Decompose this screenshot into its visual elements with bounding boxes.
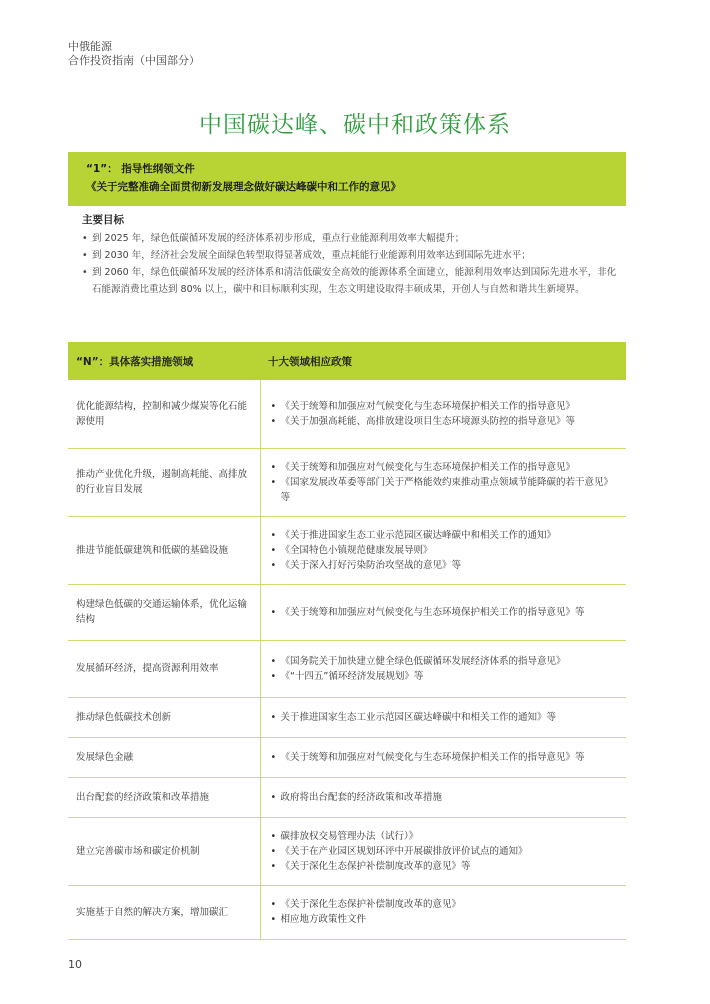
page-number: 10 (68, 958, 82, 971)
policy-item: • 《关于加强高耗能、高排放建设项目生态环境源头防控的指导意见》等 (269, 414, 619, 429)
policy-item: • 《关于深入打好污染防治攻坚战的意见》等 (269, 558, 619, 573)
table-row (68, 737, 626, 777)
policy-item: • 《全国特色小镇规范健康发展导则》 (269, 543, 619, 558)
policy-item: • 《关于统筹和加强应对气候变化与生态环境保护相关工作的指导意见》 (269, 399, 619, 414)
header-doc-title: 合作投资指南（中国部分） (68, 54, 200, 67)
policy-cell (260, 885, 626, 939)
policy-cell (260, 584, 626, 640)
table-row (68, 817, 626, 885)
policy-cell (260, 697, 626, 737)
policy-item: • 《国家发展改革委等部门关于严格能效约束推动重点领域节能降碳的若干意见》等 (269, 475, 619, 505)
main-goals-title: 主要目标 (82, 214, 124, 226)
header-measure-area: “N”：具体落实措施领域 (68, 342, 260, 380)
main-goals-section (82, 212, 622, 298)
policy-item: • 《关于推进国家生态工业示范园区碳达峰碳中和相关工作的通知》 (269, 528, 619, 543)
measure-area-cell: 构建绿色低碳的交通运输体系，优化运输结构 (68, 584, 260, 640)
policy-item: • 《关于深化生态保护补偿制度改革的意见》 (269, 897, 619, 912)
measure-area-cell: 发展循环经济，提高资源利用效率 (68, 640, 260, 697)
policy-table (68, 342, 626, 940)
guiding-document-box (68, 152, 626, 206)
policy-item: • 碳排放权交易管理办法（试行）》 (269, 829, 619, 844)
goal-item: • 到 2030 年，经济社会发展全面绿色转型取得显著成效，重点耗能行业能源利用效率达到国际先进水平； (82, 247, 622, 264)
guiding-document-name: 《关于完整准确全面贯彻新发展理念做好碳达峰碳中和工作的意见》 (86, 181, 401, 193)
policy-item: • 《关于统筹和加强应对气候变化与生态环境保护相关工作的指导意见》等 (269, 605, 619, 620)
policy-cell (260, 640, 626, 697)
policy-item: • 《关于统筹和加强应对气候变化与生态环境保护相关工作的指导意见》 (269, 460, 619, 475)
table-row (68, 697, 626, 737)
table-row (68, 640, 626, 697)
goal-item: • 到 2025 年，绿色低碳循环发展的经济体系初步形成，重点行业能源利用效率大幅提升； (82, 230, 622, 247)
policy-item: • 相应地方政策性文件 (269, 912, 619, 927)
policy-cell (260, 380, 626, 448)
table-row (68, 885, 626, 939)
policy-item: • 《关于统筹和加强应对气候变化与生态环境保护相关工作的指导意见》等 (269, 750, 619, 765)
page-title: 中国碳达峰、碳中和政策体系 (199, 112, 511, 138)
measure-area-cell: 建立完善碳市场和碳定价机制 (68, 817, 260, 885)
measure-area-cell: 优化能源结构，控制和减少煤炭等化石能源使用 (68, 380, 260, 448)
policy-item: • 《国务院关于加快建立健全绿色低碳循环发展经济体系的指导意见》 (269, 654, 619, 669)
policy-item: • 关于推进国家生态工业示范园区碳达峰碳中和相关工作的通知》等 (269, 710, 619, 725)
policy-cell (260, 737, 626, 777)
policy-item: • 政府将出台配套的经济政策和改革措施 (269, 790, 619, 805)
table-row (68, 380, 626, 448)
measure-area-cell: 发展绿色金融 (68, 737, 260, 777)
guiding-document-label: “1”： 指导性纲领文件 (86, 163, 195, 175)
table-row (68, 516, 626, 584)
document-header (68, 40, 200, 68)
policy-cell (260, 516, 626, 584)
header-org: 中俄能源 (68, 40, 112, 53)
policy-cell (260, 448, 626, 516)
table-row (68, 584, 626, 640)
measure-area-cell: 实施基于自然的解决方案，增加碳汇 (68, 885, 260, 939)
table-row (68, 777, 626, 817)
measure-area-cell: 出台配套的经济政策和改革措施 (68, 777, 260, 817)
header-policies: 十大领域相应政策 (260, 342, 626, 380)
policy-item: • 《关于深化生态保护补偿制度改革的意见》等 (269, 859, 619, 874)
goal-item: • 到 2060 年，绿色低碳循环发展的经济体系和清洁低碳安全高效的能源体系全面建立，能源利用效率达到国际先进水平，非化石能源消费比重达到 80% 以上，碳中和目标顺利实现，生态文明建设取得丰硕成果，开创人与自然和谐共生新境界。 (82, 264, 622, 298)
policy-item: • 《关于在产业园区规划环评中开展碳排放评价试点的通知》 (269, 844, 619, 859)
measure-area-cell: 推进节能低碳建筑和低碳的基础设施 (68, 516, 260, 584)
policy-item: • 《“十四五”循环经济发展规划》等 (269, 669, 619, 684)
table-row (68, 448, 626, 516)
measure-area-cell: 推动绿色低碳技术创新 (68, 697, 260, 737)
policy-cell (260, 817, 626, 885)
table-header-row (68, 342, 626, 380)
policy-cell (260, 777, 626, 817)
measure-area-cell: 推动产业优化升级，遏制高耗能、高排放的行业盲目发展 (68, 448, 260, 516)
